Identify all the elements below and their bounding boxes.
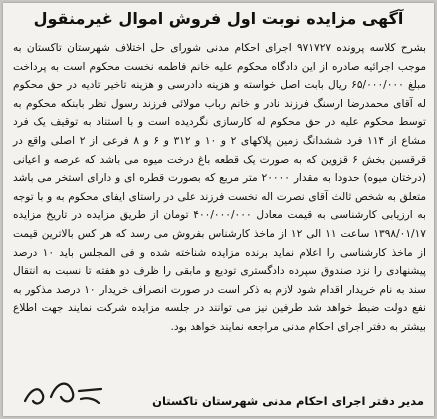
notice-paper xyxy=(3,3,434,416)
notice-title: آگهی مزایده نوبت اول فروش اموال غیرمنقول xyxy=(33,9,404,28)
notice-body: بشرح کلاسه پرونده ۹۷۱۷۲۷ اجرای احکام مدنی شورای حل اختلاف شهرستان تاکستان به موجب اجرائیه صادره از این دادگاه محکوم علیه خانم فاطمه نخست محکوم است به پرداخت مبلغ ۶۵/۰۰۰/۰۰۰ ریال بابت اصل خواسته و هزینه دادرسی و هزینه تاخیر تادیه در حق محکوم له آقای محمدرضا ارسنگ فرزند نادر و خانم رباب مولائی فرزند رسول نظر بابنکه محکوم به توسط محکوم علیه در حق محکوم له کارسازی نگردیده است و با استناد به توقیف یک فرد مشاع از ۱۱۴ فرد ششدانگ زمین پلاکهای ۲ و ۱۰ و ۳۱۲ و ۶ و ۸ فرعی از ۲ اصلی واقع در قرقسین بخش ۶ قزوین که به صورت یک قطعه باغ درخت میوه می باشد که عرصه و اعیانی (درختان میوه) حدودا به مقدار ۲۰۰۰۰ متر مربع که بصورت قطره ای و دارای استخر می باشد متعلق به شخص ثالث آقای نصرت اله نخست فرزند علی در راستای ایفای محکوم به و با توجه به ارزیابی کارشناسی به قیمت معادل ۴۰۰/۰۰۰/۰۰۰ تومان از طریق مزایده در تاریخ مزایده ۱۳۹۸/۰۱/۱۷ ساعت ۱۱ الی ۱۲ از ماخذ کارشناس بفروش می رسد که هر کس بالاترین قیمت از ماخذ کارشناسی را اعلام نماید برنده مزایده شناخته شده و فی المجلس باید ۱۰ درصد پیشنهادی را نزد صندوق سپرده دادگستری تودیع و مابقی را ظرف دو هفته تا نسبت به انتقال سند به نام خریدار اقدام شود لازم به ذکر است در صورت انصراف خریدار ۱۰ درصد مذکور به نفع دولت ضبط خواهد شد طرفین نیز می توانند در جلسه مزایده شرکت نمایند جهت اطلاع بیشتر به دفتر اجرای احکام مدنی مراجعه نمایند خواهد بود. xyxy=(13,42,427,333)
notice-signature: مدیر دفتر اجرای احکام مدنی شهرستان تاکستان xyxy=(152,394,424,408)
